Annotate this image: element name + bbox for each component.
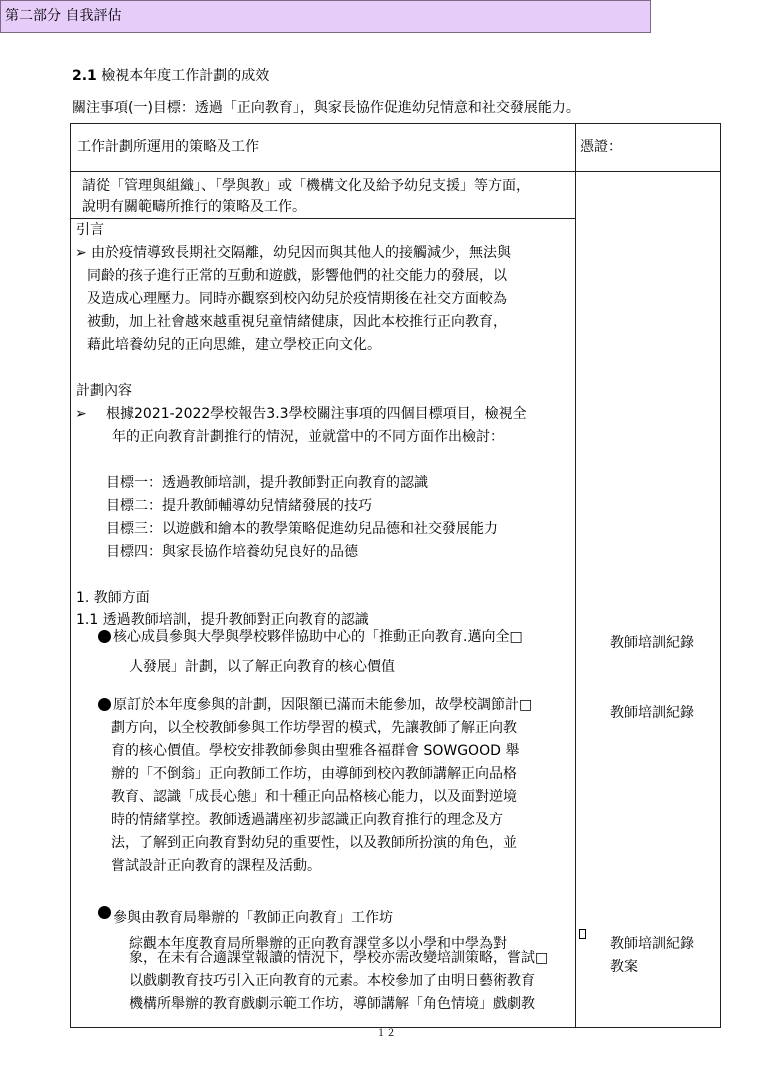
goal-item: 目標三：以遊戲和繪本的教學策略促進幼兒品德和社交發展能力 xyxy=(106,521,498,537)
bullet-line: 核心成員參與大學與學校夥伴協助中心的「推動正向教育.邁向全□ xyxy=(113,629,523,645)
page-number: １２ xyxy=(376,1028,396,1039)
missing-glyph-icon xyxy=(579,929,586,939)
bullet-line: 教育、認識「成長心態」和十種正向品格核心能力，以及面對逆境 xyxy=(111,789,517,805)
subsection-number: 2.1 xyxy=(72,68,97,84)
table-border-top xyxy=(70,123,721,124)
instruction-line: 說明有關範疇所推行的策略及工作。 xyxy=(82,199,306,215)
bullet-arrow-icon: ➢ xyxy=(75,406,87,422)
bullet-line: 原訂於本年度參與的計劃，因限額已滿而未能參加，故學校調節計□ xyxy=(113,697,533,713)
teacher-subheading: 1.1 透過教師培訓，提升教師對正向教育的認識 xyxy=(76,612,369,628)
bullet-line: 嘗試設計正向教育的課程及活動。 xyxy=(111,858,321,874)
bullet-line: 機構所舉辦的教育戲劇示範工作坊，導師講解「角色情境」戲劇教 xyxy=(129,996,535,1012)
subsection-title: 檢視本年度工作計劃的成效 xyxy=(96,68,270,84)
bullet-line: 人發展」計劃，以了解正向教育的核心價值 xyxy=(129,659,395,675)
evidence-item: 教師培訓紀錄 xyxy=(610,705,694,721)
bullet-dot-icon xyxy=(98,906,111,919)
bullet-line: 辦的「不倒翁」正向教師工作坊，由導師到校內教師講解正向品格 xyxy=(111,766,517,782)
bullet-line: 劃方向，以全校教師參與工作坊學習的模式，先讓教師了解正向教 xyxy=(111,720,517,736)
evidence-item: 教師培訓紀錄 xyxy=(610,635,694,651)
intro-line: 及造成心理壓力。同時亦觀察到校內幼兒於疫情期後在社交方面較為 xyxy=(87,291,507,307)
bullet-line: 參與由教育局舉辦的「教師正向教育」工作坊 xyxy=(113,910,393,926)
table-column-divider xyxy=(575,123,576,1028)
bullet-line: 綜觀本年度教育局所舉辦的正向教育課堂多以小學和中學為對 xyxy=(129,936,507,952)
bullet-line: 育的核心價值。學校安排教師參與由聖雅各福群會 SOWGOOD 舉 xyxy=(111,743,520,759)
bullet-line: 象，在未有合適課堂報讀的情況下，學校亦需改變培訓策略，嘗試□ xyxy=(129,950,549,966)
table-header-divider xyxy=(70,171,721,172)
focus-objective: 關注事項(一)目標：透過「正向教育」，與家長協作促進幼兒情意和社交發展能力。 xyxy=(72,100,580,116)
section-title: 第二部分 自我評估 xyxy=(5,8,122,24)
subsection-heading xyxy=(72,68,269,84)
section-header xyxy=(0,0,651,33)
intro-line: 由於疫情導致長期社交隔離，幼兒因而與其他人的接觸減少，無法與 xyxy=(91,245,511,261)
bullet-arrow-icon: ➢ xyxy=(75,245,87,261)
bullet-line: 法，了解到正向教育對幼兒的重要性，以及教師所扮演的角色，並 xyxy=(111,835,517,851)
plan-heading: 計劃內容 xyxy=(76,383,132,399)
plan-line: 根據2021-2022學校報告3.3學校關注事項的四個目標項目，檢視全 xyxy=(106,406,527,422)
intro-heading: 引言 xyxy=(76,222,104,238)
instruction-divider xyxy=(70,218,576,219)
column-header-strategy: 工作計劃所運用的策略及工作 xyxy=(77,139,259,155)
table-border-right xyxy=(720,123,721,1028)
bullet-line: 時的情緒掌控。教師透過講座初步認識正向教育推行的理念及方 xyxy=(111,812,503,828)
bullet-dot-icon xyxy=(98,630,111,643)
intro-line: 被動，加上社會越來越重視兒童情緒健康，因此本校推行正向教育， xyxy=(87,314,507,330)
table-border-left xyxy=(70,123,71,1028)
intro-line: 藉此培養幼兒的正向思維，建立學校正向文化。 xyxy=(87,337,381,353)
plan-line: 年的正向教育計劃推行的情況，並就當中的不同方面作出檢討： xyxy=(112,429,504,445)
instruction-line: 請從「管理與組織」、「學與教」或「機構文化及給予幼兒支援」等方面， xyxy=(82,178,530,194)
goal-item: 目標一：透過教師培訓，提升教師對正向教育的認識 xyxy=(106,475,428,491)
bullet-dot-icon xyxy=(98,698,111,711)
teacher-heading: 1. 教師方面 xyxy=(76,590,150,606)
intro-line: 同齡的孩子進行正常的互動和遊戲，影響他們的社交能力的發展，以 xyxy=(87,268,507,284)
evidence-item: 教案 xyxy=(610,959,638,975)
column-header-evidence: 憑證： xyxy=(580,139,622,155)
bullet-line: 以戲劇教育技巧引入正向教育的元素。本校參加了由明日藝術教育 xyxy=(129,973,535,989)
goal-item: 目標四：與家長協作培養幼兒良好的品德 xyxy=(106,544,358,560)
goal-item: 目標二：提升教師輔導幼兒情緒發展的技巧 xyxy=(106,498,372,514)
evidence-item: 教師培訓紀錄 xyxy=(610,936,694,952)
